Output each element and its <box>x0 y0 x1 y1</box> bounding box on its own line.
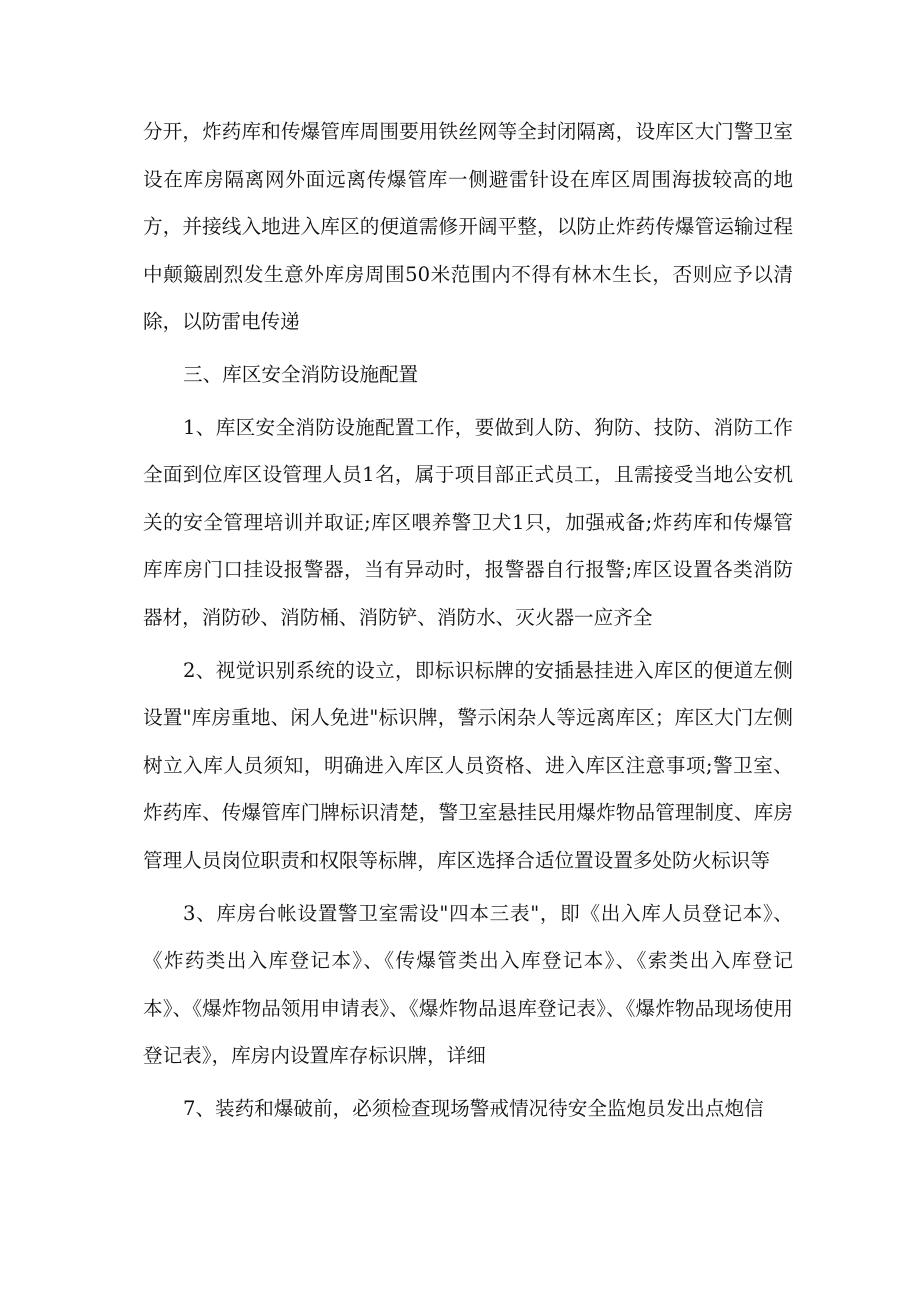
section-heading: 三、库区安全消防设施配置 <box>183 362 419 386</box>
paragraph-item-2: 2、视觉识别系统的设立，即标识标牌的安插悬挂进入库区的便道左侧设置"库房重地、闲人免进"标识牌，警示闲杂人等远离库区；库区大门左侧树立入库人员须知，明确进入库区人员资格、进入库区注意事项;警卫室、炸药库、传爆管库门牌标识清楚，警卫室悬挂民用爆炸物品管理制度、库房管理人员岗位职责和权限等标牌，库区选择合适位置设置多处防火标识等 <box>143 658 793 872</box>
paragraph-item-3: 3、库房台帐设置警卫室需设"四本三表"，即《出入库人员登记本》、《炸药类出入库登记本》、《传爆管类出入库登记本》、《索类出入库登记本》、《爆炸物品领用申请表》、《爆炸物品退库登记表》、《爆炸物品现场使用登记表》，库房内设置库存标识牌，详细 <box>143 901 793 1068</box>
paragraph-continuation: 分开，炸药库和传爆管库周围要用铁丝网等全封闭隔离，设库区大门警卫室设在库房隔离网外面远离传爆管库一侧避雷针设在库区周围海拔较高的地方，并接线入地进入库区的便道需修开阔平整，以防止炸药传爆管运输过程中颠簸剧烈发生意外库房周围50米范围内不得有林木生长，否则应予以清除，以防雷电传递 <box>143 120 793 334</box>
document-body <box>143 108 793 1132</box>
paragraph-item-7: 7、装药和爆破前，必须检查现场警戒情况待安全监炮员发出点炮信 <box>183 1096 764 1120</box>
paragraph-item-1: 1、库区安全消防设施配置工作，要做到人防、狗防、技防、消防工作全面到位库区设管理人员1名，属于项目部正式员工，且需接受当地公安机关的安全管理培训并取证;库区喂养警卫犬1只，加强戒备;炸药库和传爆管库库房门口挂设报警器，当有异动时，报警器自行报警;库区设置各类消防器材，消防砂、消防桶、消防铲、消防水、灭火器一应齐全 <box>143 415 793 629</box>
